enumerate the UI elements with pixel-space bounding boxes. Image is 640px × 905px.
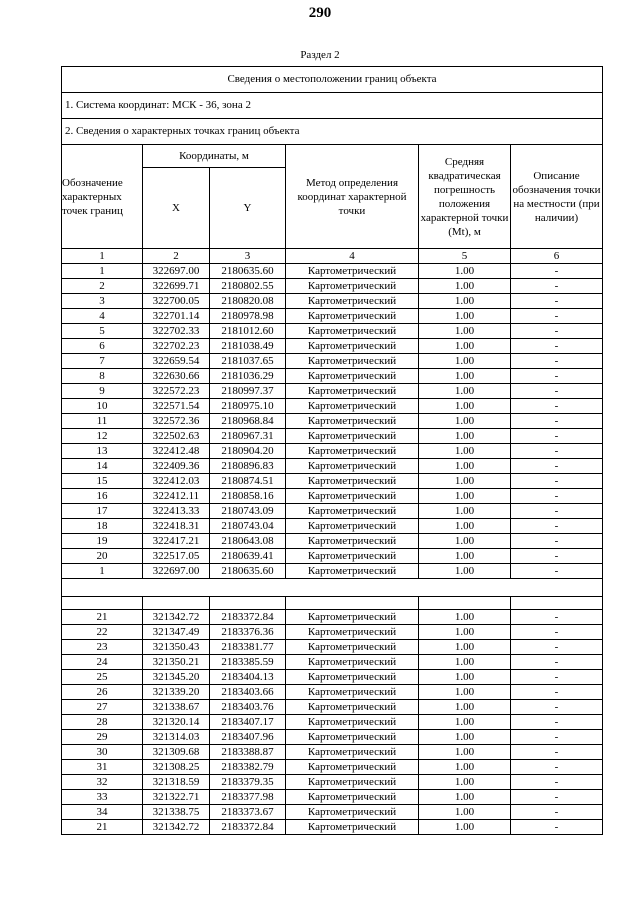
column-number: 5 xyxy=(419,249,511,264)
cell-point: 7 xyxy=(62,354,143,369)
cell-y: 2180997.37 xyxy=(210,384,286,399)
column-number: 2 xyxy=(143,249,210,264)
cell-description: - xyxy=(511,640,603,655)
cell-method: Картометрический xyxy=(286,564,419,579)
cell-x: 322571.54 xyxy=(143,399,210,414)
table-row xyxy=(62,775,603,790)
cell-y: 2181037.65 xyxy=(210,354,286,369)
cell-y: 2181038.49 xyxy=(210,339,286,354)
col-header-coordinates: Координаты, м xyxy=(143,145,286,168)
cell-x: 322700.05 xyxy=(143,294,210,309)
cell-x: 322702.33 xyxy=(143,324,210,339)
cell-x: 321314.03 xyxy=(143,730,210,745)
cell-description: - xyxy=(511,474,603,489)
cell-method: Картометрический xyxy=(286,354,419,369)
cell-description: - xyxy=(511,534,603,549)
cell-y: 2183372.84 xyxy=(210,820,286,835)
cell-method: Картометрический xyxy=(286,384,419,399)
cell-description: - xyxy=(511,504,603,519)
table-row xyxy=(62,670,603,685)
cell-method: Картометрический xyxy=(286,549,419,564)
cell-y: 2180743.09 xyxy=(210,504,286,519)
cell-error: 1.00 xyxy=(419,519,511,534)
cell-y: 2183379.35 xyxy=(210,775,286,790)
cell-method: Картометрический xyxy=(286,715,419,730)
cell-y: 2181012.60 xyxy=(210,324,286,339)
cell-error: 1.00 xyxy=(419,384,511,399)
cell-point: 13 xyxy=(62,444,143,459)
column-number: 3 xyxy=(210,249,286,264)
cell-description: - xyxy=(511,429,603,444)
cell-point: 33 xyxy=(62,790,143,805)
table-row xyxy=(62,429,603,444)
cell-method: Картометрический xyxy=(286,459,419,474)
cell-y: 2183407.17 xyxy=(210,715,286,730)
cell-method: Картометрический xyxy=(286,820,419,835)
cell-description: - xyxy=(511,414,603,429)
table-title: Сведения о местоположении границ объекта xyxy=(62,67,603,93)
table-row xyxy=(62,399,603,414)
table-row xyxy=(62,730,603,745)
column-number: 4 xyxy=(286,249,419,264)
cell-x: 322517.05 xyxy=(143,549,210,564)
separator-row-lower xyxy=(62,597,603,610)
cell-point: 34 xyxy=(62,805,143,820)
cell-description: - xyxy=(511,309,603,324)
cell-error: 1.00 xyxy=(419,715,511,730)
table-row xyxy=(62,294,603,309)
cell-method: Картометрический xyxy=(286,805,419,820)
cell-error: 1.00 xyxy=(419,324,511,339)
cell-y: 2180874.51 xyxy=(210,474,286,489)
cell-method: Картометрический xyxy=(286,790,419,805)
cell-error: 1.00 xyxy=(419,534,511,549)
cell-point: 28 xyxy=(62,715,143,730)
cell-error: 1.00 xyxy=(419,820,511,835)
cell-description: - xyxy=(511,760,603,775)
cell-error: 1.00 xyxy=(419,264,511,279)
cell-y: 2183376.36 xyxy=(210,625,286,640)
cell-x: 321308.25 xyxy=(143,760,210,775)
col-header-description: Описание обозначения точки на местности (при наличии) xyxy=(511,145,603,249)
cell-x: 322697.00 xyxy=(143,564,210,579)
cell-description: - xyxy=(511,399,603,414)
page-number: 290 xyxy=(308,5,332,21)
table-row xyxy=(62,564,603,579)
cell-error: 1.00 xyxy=(419,700,511,715)
cell-y: 2183403.76 xyxy=(210,700,286,715)
cell-point: 22 xyxy=(62,625,143,640)
cell-x: 321318.59 xyxy=(143,775,210,790)
table-row xyxy=(62,459,603,474)
cell-error: 1.00 xyxy=(419,474,511,489)
cell-point: 3 xyxy=(62,294,143,309)
cell-error: 1.00 xyxy=(419,489,511,504)
cell-method: Картометрический xyxy=(286,324,419,339)
table-row xyxy=(62,805,603,820)
cell-error: 1.00 xyxy=(419,640,511,655)
cell-description: - xyxy=(511,519,603,534)
cell-method: Картометрический xyxy=(286,429,419,444)
cell-x: 321350.43 xyxy=(143,640,210,655)
cell-point: 5 xyxy=(62,324,143,339)
cell-description: - xyxy=(511,670,603,685)
cell-method: Картометрический xyxy=(286,640,419,655)
separator-cell xyxy=(62,579,603,597)
cell-description: - xyxy=(511,820,603,835)
cell-x: 322630.66 xyxy=(143,369,210,384)
coord-system-line: 1. Система координат: МСК - 36, зона 2 xyxy=(62,93,603,119)
cell-point: 29 xyxy=(62,730,143,745)
cell-y: 2180635.60 xyxy=(210,264,286,279)
separator-cell xyxy=(143,597,210,610)
cell-description: - xyxy=(511,655,603,670)
table-row xyxy=(62,474,603,489)
cell-y: 2183373.67 xyxy=(210,805,286,820)
cell-x: 321347.49 xyxy=(143,625,210,640)
table-row xyxy=(62,384,603,399)
cell-x: 321339.20 xyxy=(143,685,210,700)
cell-y: 2180968.84 xyxy=(210,414,286,429)
table-row xyxy=(62,534,603,549)
table-row xyxy=(62,625,603,640)
table-row xyxy=(62,369,603,384)
cell-x: 322697.00 xyxy=(143,264,210,279)
cell-point: 18 xyxy=(62,519,143,534)
boundary-table xyxy=(61,66,603,835)
cell-error: 1.00 xyxy=(419,775,511,790)
cell-point: 11 xyxy=(62,414,143,429)
cell-y: 2180743.04 xyxy=(210,519,286,534)
cell-method: Картометрический xyxy=(286,610,419,625)
cell-y: 2180967.31 xyxy=(210,429,286,444)
cell-x: 322413.33 xyxy=(143,504,210,519)
cell-method: Картометрический xyxy=(286,279,419,294)
table-row xyxy=(62,760,603,775)
cell-point: 15 xyxy=(62,474,143,489)
cell-method: Картометрический xyxy=(286,700,419,715)
table-row xyxy=(62,414,603,429)
cell-description: - xyxy=(511,354,603,369)
cell-error: 1.00 xyxy=(419,805,511,820)
cell-method: Картометрический xyxy=(286,414,419,429)
cell-description: - xyxy=(511,489,603,504)
cell-point: 6 xyxy=(62,339,143,354)
table-row xyxy=(62,715,603,730)
cell-point: 1 xyxy=(62,264,143,279)
table-row xyxy=(62,354,603,369)
cell-description: - xyxy=(511,685,603,700)
cell-error: 1.00 xyxy=(419,760,511,775)
cell-method: Картометрический xyxy=(286,760,419,775)
cell-point: 20 xyxy=(62,549,143,564)
points-heading: 2. Сведения о характерных точках границ объекта xyxy=(62,119,603,145)
cell-y: 2183382.79 xyxy=(210,760,286,775)
cell-method: Картометрический xyxy=(286,444,419,459)
column-number: 1 xyxy=(62,249,143,264)
cell-x: 321322.71 xyxy=(143,790,210,805)
column-number: 6 xyxy=(511,249,603,264)
cell-description: - xyxy=(511,625,603,640)
cell-description: - xyxy=(511,264,603,279)
cell-y: 2183404.13 xyxy=(210,670,286,685)
cell-description: - xyxy=(511,549,603,564)
cell-error: 1.00 xyxy=(419,745,511,760)
cell-y: 2180858.16 xyxy=(210,489,286,504)
cell-x: 322418.31 xyxy=(143,519,210,534)
table-row xyxy=(62,549,603,564)
cell-point: 30 xyxy=(62,745,143,760)
cell-method: Картометрический xyxy=(286,264,419,279)
cell-point: 26 xyxy=(62,685,143,700)
cell-method: Картометрический xyxy=(286,474,419,489)
cell-x: 321309.68 xyxy=(143,745,210,760)
cell-method: Картометрический xyxy=(286,489,419,504)
cell-description: - xyxy=(511,279,603,294)
cell-x: 322417.21 xyxy=(143,534,210,549)
table-row xyxy=(62,655,603,670)
cell-error: 1.00 xyxy=(419,730,511,745)
cell-description: - xyxy=(511,384,603,399)
table-row xyxy=(62,339,603,354)
cell-y: 2183388.87 xyxy=(210,745,286,760)
table-row xyxy=(62,610,603,625)
cell-y: 2180639.41 xyxy=(210,549,286,564)
cell-description: - xyxy=(511,339,603,354)
cell-method: Картометрический xyxy=(286,655,419,670)
table-row xyxy=(62,444,603,459)
col-header-y: Y xyxy=(210,168,286,249)
cell-method: Картометрический xyxy=(286,670,419,685)
col-header-method: Метод определения координат характерной точки xyxy=(286,145,419,249)
cell-error: 1.00 xyxy=(419,414,511,429)
col-header-error: Средняя квадратическая погрешность положения характерной точки (Mt), м xyxy=(419,145,511,249)
cell-point: 14 xyxy=(62,459,143,474)
cell-x: 321342.72 xyxy=(143,610,210,625)
table-row xyxy=(62,504,603,519)
cell-method: Картометрический xyxy=(286,775,419,790)
table-row xyxy=(62,700,603,715)
cell-x: 321338.67 xyxy=(143,700,210,715)
cell-description: - xyxy=(511,610,603,625)
cell-error: 1.00 xyxy=(419,670,511,685)
cell-point: 16 xyxy=(62,489,143,504)
cell-description: - xyxy=(511,369,603,384)
cell-x: 322502.63 xyxy=(143,429,210,444)
cell-error: 1.00 xyxy=(419,399,511,414)
cell-x: 322572.36 xyxy=(143,414,210,429)
cell-point: 4 xyxy=(62,309,143,324)
separator-cell xyxy=(210,597,286,610)
table-row xyxy=(62,279,603,294)
cell-x: 321338.75 xyxy=(143,805,210,820)
cell-x: 322572.23 xyxy=(143,384,210,399)
separator-cell xyxy=(62,597,143,610)
cell-y: 2180975.10 xyxy=(210,399,286,414)
cell-error: 1.00 xyxy=(419,369,511,384)
cell-x: 321345.20 xyxy=(143,670,210,685)
cell-y: 2183407.96 xyxy=(210,730,286,745)
cell-error: 1.00 xyxy=(419,549,511,564)
cell-error: 1.00 xyxy=(419,309,511,324)
cell-y: 2180820.08 xyxy=(210,294,286,309)
cell-point: 10 xyxy=(62,399,143,414)
cell-method: Картометрический xyxy=(286,685,419,700)
cell-point: 25 xyxy=(62,670,143,685)
cell-error: 1.00 xyxy=(419,429,511,444)
cell-point: 2 xyxy=(62,279,143,294)
separator-cell xyxy=(511,597,603,610)
cell-point: 32 xyxy=(62,775,143,790)
cell-method: Картометрический xyxy=(286,339,419,354)
cell-x: 321342.72 xyxy=(143,820,210,835)
cell-x: 322659.54 xyxy=(143,354,210,369)
cell-description: - xyxy=(511,790,603,805)
cell-description: - xyxy=(511,745,603,760)
cell-y: 2183385.59 xyxy=(210,655,286,670)
cell-error: 1.00 xyxy=(419,504,511,519)
cell-point: 1 xyxy=(62,564,143,579)
cell-y: 2183372.84 xyxy=(210,610,286,625)
cell-error: 1.00 xyxy=(419,459,511,474)
cell-y: 2180896.83 xyxy=(210,459,286,474)
cell-method: Картометрический xyxy=(286,399,419,414)
cell-method: Картометрический xyxy=(286,625,419,640)
cell-y: 2181036.29 xyxy=(210,369,286,384)
cell-x: 322702.23 xyxy=(143,339,210,354)
cell-method: Картометрический xyxy=(286,730,419,745)
cell-description: - xyxy=(511,730,603,745)
cell-x: 322409.36 xyxy=(143,459,210,474)
separator-cell xyxy=(419,597,511,610)
cell-error: 1.00 xyxy=(419,564,511,579)
cell-point: 21 xyxy=(62,820,143,835)
cell-x: 321350.21 xyxy=(143,655,210,670)
section-title: Раздел 2 xyxy=(300,49,340,61)
cell-y: 2183381.77 xyxy=(210,640,286,655)
cell-y: 2180978.98 xyxy=(210,309,286,324)
table-row xyxy=(62,489,603,504)
cell-description: - xyxy=(511,459,603,474)
cell-description: - xyxy=(511,564,603,579)
cell-point: 31 xyxy=(62,760,143,775)
table-row xyxy=(62,309,603,324)
cell-error: 1.00 xyxy=(419,279,511,294)
cell-point: 8 xyxy=(62,369,143,384)
table-row xyxy=(62,745,603,760)
table-row xyxy=(62,790,603,805)
cell-description: - xyxy=(511,700,603,715)
cell-method: Картометрический xyxy=(286,504,419,519)
separator-cell xyxy=(286,597,419,610)
cell-point: 24 xyxy=(62,655,143,670)
cell-error: 1.00 xyxy=(419,610,511,625)
cell-y: 2183377.98 xyxy=(210,790,286,805)
cell-x: 322412.11 xyxy=(143,489,210,504)
table-row xyxy=(62,264,603,279)
cell-x: 322701.14 xyxy=(143,309,210,324)
cell-point: 23 xyxy=(62,640,143,655)
cell-y: 2183403.66 xyxy=(210,685,286,700)
cell-y: 2180635.60 xyxy=(210,564,286,579)
cell-description: - xyxy=(511,324,603,339)
cell-error: 1.00 xyxy=(419,294,511,309)
cell-method: Картометрический xyxy=(286,369,419,384)
cell-error: 1.00 xyxy=(419,790,511,805)
cell-y: 2180904.20 xyxy=(210,444,286,459)
cell-error: 1.00 xyxy=(419,655,511,670)
column-number-row xyxy=(62,249,603,264)
cell-description: - xyxy=(511,715,603,730)
cell-error: 1.00 xyxy=(419,444,511,459)
cell-point: 9 xyxy=(62,384,143,399)
table-row xyxy=(62,519,603,534)
cell-description: - xyxy=(511,775,603,790)
cell-point: 21 xyxy=(62,610,143,625)
cell-error: 1.00 xyxy=(419,625,511,640)
cell-x: 322412.03 xyxy=(143,474,210,489)
col-header-x: X xyxy=(143,168,210,249)
cell-x: 322412.48 xyxy=(143,444,210,459)
cell-description: - xyxy=(511,294,603,309)
cell-y: 2180643.08 xyxy=(210,534,286,549)
cell-method: Картометрический xyxy=(286,745,419,760)
cell-error: 1.00 xyxy=(419,339,511,354)
cell-point: 19 xyxy=(62,534,143,549)
cell-x: 321320.14 xyxy=(143,715,210,730)
table-row xyxy=(62,820,603,835)
cell-method: Картометрический xyxy=(286,309,419,324)
cell-method: Картометрический xyxy=(286,534,419,549)
cell-error: 1.00 xyxy=(419,685,511,700)
cell-x: 322699.71 xyxy=(143,279,210,294)
cell-point: 17 xyxy=(62,504,143,519)
separator-row xyxy=(62,579,603,597)
table-row xyxy=(62,685,603,700)
col-header-point: Обозначение характерных точек границ xyxy=(62,145,143,249)
cell-description: - xyxy=(511,805,603,820)
cell-error: 1.00 xyxy=(419,354,511,369)
cell-method: Картометрический xyxy=(286,519,419,534)
cell-point: 27 xyxy=(62,700,143,715)
table-row xyxy=(62,324,603,339)
cell-point: 12 xyxy=(62,429,143,444)
table-row xyxy=(62,640,603,655)
cell-description: - xyxy=(511,444,603,459)
cell-y: 2180802.55 xyxy=(210,279,286,294)
cell-method: Картометрический xyxy=(286,294,419,309)
